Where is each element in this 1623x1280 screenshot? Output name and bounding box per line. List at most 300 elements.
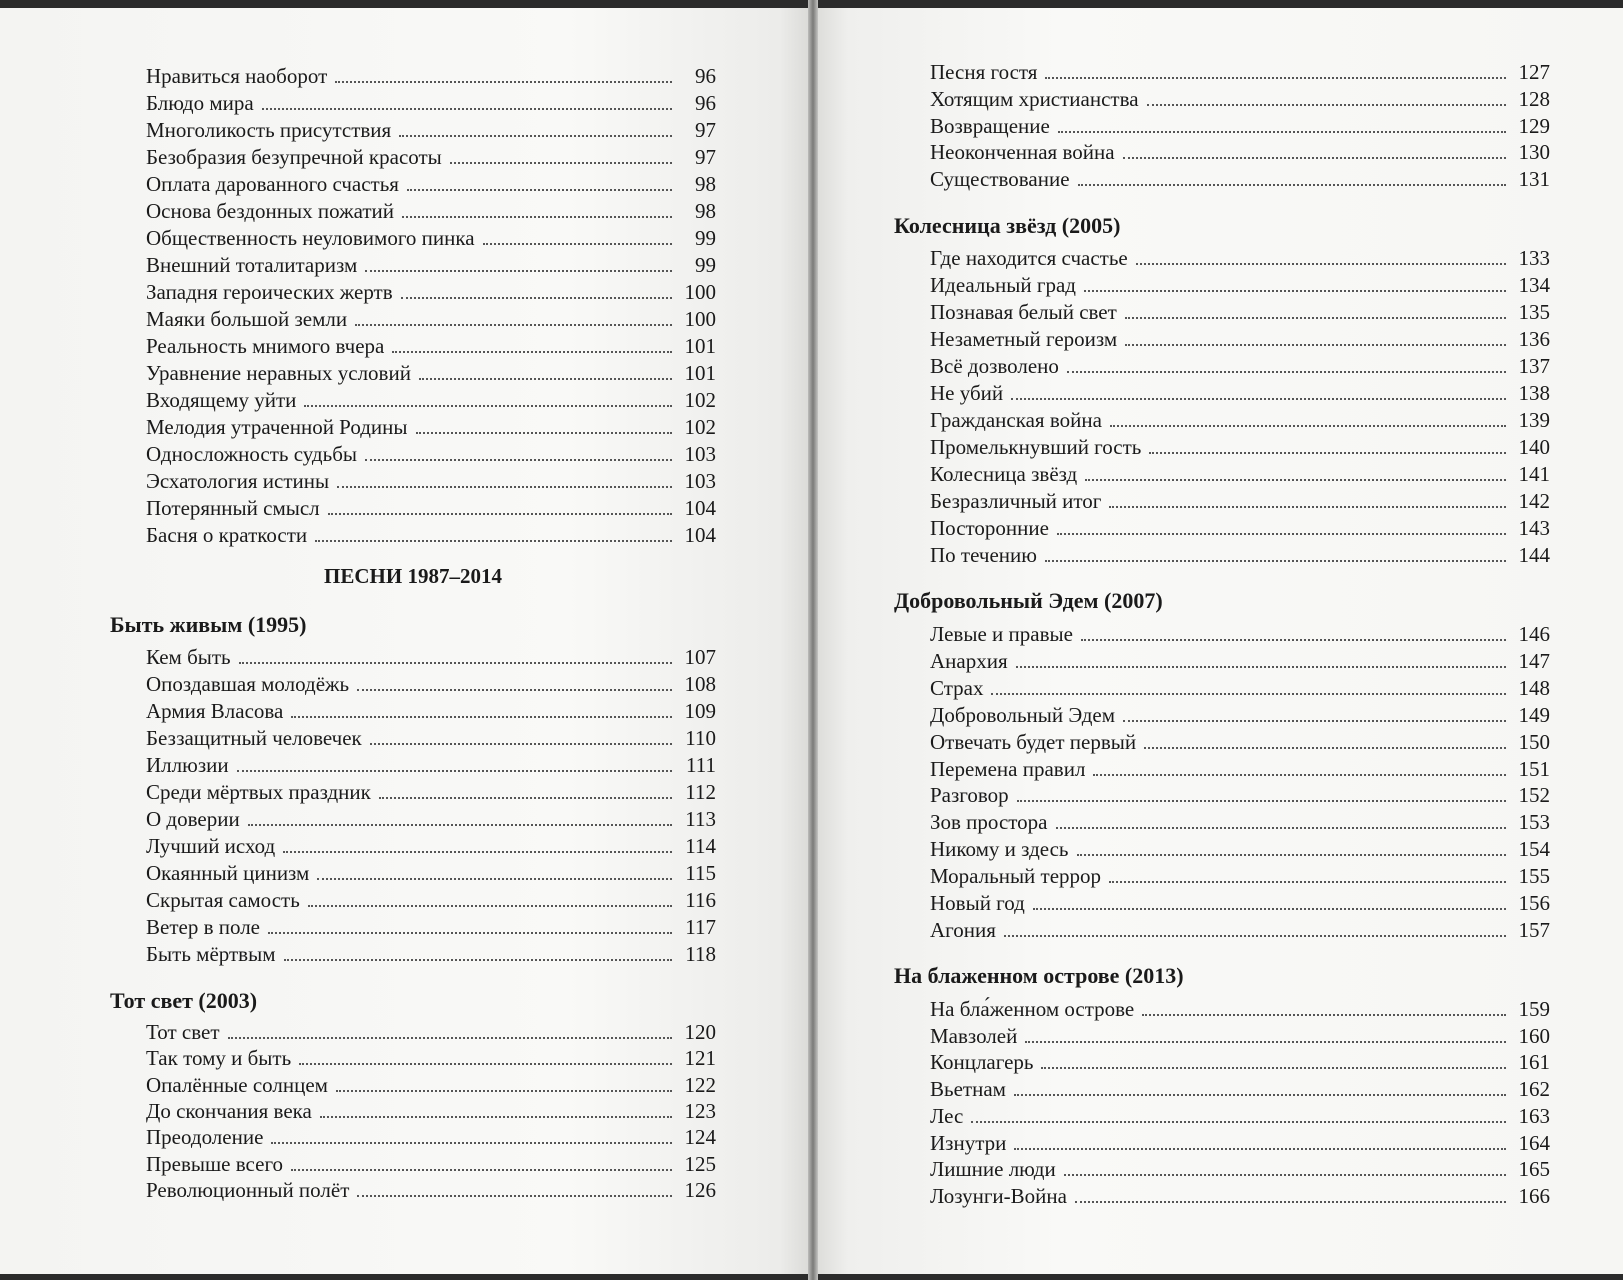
dot-leader (284, 958, 673, 961)
toc-entry-title: Блюдо мира (146, 91, 254, 115)
dot-leader (1125, 316, 1506, 319)
toc-entry-page-number: 153 (1518, 810, 1550, 835)
toc-entry (146, 886, 716, 914)
toc-entry-title: Армия Власова (146, 699, 284, 723)
dot-leader (1125, 343, 1506, 346)
dot-leader (248, 823, 672, 826)
dot-leader (1017, 799, 1506, 802)
toc-entry (930, 781, 1550, 809)
section-heading: Колесница звёзд (2005) (894, 213, 1121, 238)
toc-entry-page-number: 114 (685, 834, 716, 858)
toc-entry-page-number: 102 (684, 388, 716, 412)
toc-entry-page-number: 101 (684, 334, 716, 358)
toc-entry-page-number: 102 (684, 415, 716, 439)
dot-leader (291, 715, 672, 718)
toc-entry-page-number: 157 (1518, 917, 1550, 942)
toc-entry-title: Входящему уйти (146, 388, 297, 412)
toc-entry-title: Лучший исход (146, 834, 276, 858)
toc-entry (930, 85, 1550, 113)
toc-entry-page-number: 148 (1518, 675, 1550, 700)
toc-entry-title: Незаметный героизм (930, 327, 1118, 351)
toc-entry-page-number: 122 (684, 1072, 716, 1097)
dot-leader (237, 769, 672, 772)
dot-leader (239, 661, 672, 664)
toc-entry-page-number: 107 (684, 645, 716, 669)
toc-entry-title: Беззащитный человечек (146, 726, 362, 750)
toc-entry (146, 413, 716, 441)
dot-leader (1041, 1066, 1506, 1069)
dot-leader (1064, 1173, 1506, 1176)
section-heading: На блаженном острове (2013) (894, 963, 1184, 988)
toc-entry-title: Оплата дарованного счастья (146, 172, 399, 196)
dot-leader (416, 431, 672, 434)
dot-leader (419, 377, 672, 380)
toc-entry (146, 643, 716, 671)
toc-entry-page-number: 101 (684, 361, 716, 385)
dot-leader (1093, 773, 1506, 776)
toc-entry-page-number: 98 (695, 172, 716, 196)
toc-entry-title: Добровольный Эдем (930, 702, 1116, 727)
toc-entry-page-number: 104 (684, 523, 716, 547)
toc-entry (146, 1176, 716, 1204)
dot-leader (299, 1062, 672, 1065)
dot-leader (1081, 638, 1506, 641)
toc-entry-page-number: 97 (695, 118, 716, 142)
toc-entry-page-number: 104 (684, 496, 716, 520)
toc-entry (930, 620, 1550, 648)
toc-entry-title: Хотящим христианства (930, 86, 1139, 111)
left-page (0, 8, 812, 1274)
toc-entry-page-number: 156 (1518, 891, 1550, 915)
dot-leader (401, 296, 672, 299)
dot-leader (1123, 719, 1506, 722)
dot-leader (1136, 262, 1506, 265)
toc-entry-page-number: 108 (684, 672, 716, 696)
toc-entry-page-number: 100 (684, 280, 716, 304)
dot-leader (1014, 1147, 1506, 1150)
toc-entry (930, 112, 1550, 140)
toc-entry-title: Всё дозволено (930, 354, 1059, 378)
dot-leader (1078, 183, 1506, 186)
toc-entry (146, 251, 716, 279)
toc-entry-title: Односложность судьбы (146, 442, 357, 466)
toc-entry (930, 514, 1550, 542)
right-page (816, 8, 1623, 1274)
toc-entry-title: Безразличный итог (930, 489, 1102, 513)
toc-entry-page-number: 121 (684, 1046, 716, 1071)
dot-leader (1058, 130, 1506, 133)
toc-entry-page-number: 152 (1518, 783, 1550, 808)
toc-entry-title: Внешний тоталитаризм (146, 253, 358, 277)
section-heading: Добровольный Эдем (2007) (894, 588, 1163, 613)
dot-leader (283, 850, 672, 853)
toc-entry (146, 116, 716, 144)
dot-leader (1057, 532, 1506, 535)
toc-entry-title: До скончания века (146, 1098, 312, 1123)
toc-entry-page-number: 120 (684, 1020, 716, 1044)
toc-entry-title: Лишние люди (930, 1157, 1056, 1182)
toc-entry-title: Революционный полёт (146, 1177, 350, 1202)
toc-entry-title: Моральный террор (930, 864, 1102, 889)
toc-entry-page-number: 147 (1518, 648, 1550, 673)
dot-leader (1016, 665, 1506, 668)
toc-entry-title: Концлагерь (930, 1050, 1034, 1075)
toc-entry-title: Западня героических жертв (146, 280, 393, 304)
toc-entry-title: Реальность мнимого вчера (146, 334, 385, 358)
toc-entry (930, 1022, 1550, 1050)
toc-entry (146, 1071, 716, 1099)
toc-entry-page-number: 154 (1518, 837, 1550, 862)
toc-entry (146, 913, 716, 941)
toc-entry (930, 1102, 1550, 1130)
toc-entry-title: Идеальный град (930, 273, 1076, 297)
toc-entry-title: Окаянный цинизм (146, 861, 310, 885)
dot-leader (399, 134, 672, 137)
toc-entry-page-number: 113 (685, 807, 716, 831)
toc-entry-title: Тот свет (146, 1020, 220, 1044)
toc-entry-page-number: 118 (685, 942, 716, 966)
toc-entry-title: Песня гостя (930, 60, 1038, 84)
toc-entry (146, 697, 716, 725)
toc-entry-title: Лес (930, 1103, 964, 1128)
toc-entry-title: Познавая белый свет (930, 300, 1117, 324)
toc-entry (146, 940, 716, 968)
toc-entry-page-number: 149 (1518, 702, 1550, 727)
toc-entry-title: Преодоление (146, 1125, 264, 1150)
dot-leader (971, 1120, 1506, 1123)
toc-entry (146, 467, 716, 495)
toc-entry (930, 298, 1550, 326)
toc-entry-title: Никому и здесь (930, 837, 1069, 862)
toc-entry (146, 521, 716, 549)
dot-leader (317, 877, 672, 880)
dot-leader (392, 350, 672, 353)
toc-entry-page-number: 128 (1518, 86, 1550, 111)
dot-leader (308, 904, 672, 907)
toc-entry-title: Нравиться наоборот (146, 64, 328, 88)
toc-entry-page-number: 166 (1518, 1183, 1550, 1208)
toc-entry-page-number: 164 (1518, 1130, 1550, 1155)
toc-entry-title: Уравнение неравных условий (146, 361, 411, 385)
toc-entry-page-number: 98 (695, 199, 716, 223)
toc-entry (930, 808, 1550, 836)
toc-entry-title: Превыше всего (146, 1151, 284, 1176)
toc-entry (930, 1129, 1550, 1157)
dot-leader (1084, 289, 1506, 292)
dot-leader (1045, 559, 1506, 562)
dot-leader (268, 931, 672, 934)
section-heading: Тот свет (2003) (110, 988, 258, 1013)
toc-entry-title: Где находится счастье (930, 246, 1128, 270)
toc-entry (930, 1155, 1550, 1183)
toc-entry-page-number: 116 (685, 888, 716, 912)
dot-leader (1142, 1013, 1506, 1016)
toc-entry (146, 1044, 716, 1072)
toc-entry-title: Среди мёртвых праздник (146, 780, 371, 804)
dot-leader (336, 1089, 672, 1092)
toc-entry-title: Существование (930, 167, 1070, 192)
toc-entry-title: По течению (930, 543, 1037, 567)
toc-entry (146, 1097, 716, 1125)
toc-entry-page-number: 141 (1518, 462, 1550, 486)
section-heading: Быть живым (1995) (110, 612, 307, 637)
toc-entry-page-number: 133 (1518, 246, 1550, 270)
toc-entry (930, 701, 1550, 729)
dot-leader (1067, 370, 1506, 373)
toc-entry-page-number: 139 (1518, 408, 1550, 432)
toc-entry-page-number: 161 (1518, 1050, 1550, 1075)
toc-entry-page-number: 140 (1518, 435, 1550, 459)
toc-entry (930, 244, 1550, 272)
toc-entry (146, 62, 716, 90)
toc-entry-page-number: 136 (1518, 327, 1550, 351)
toc-entry-page-number: 137 (1518, 354, 1550, 378)
dot-leader (1123, 156, 1506, 159)
toc-entry-title: Анархия (930, 648, 1008, 673)
dot-leader (337, 485, 672, 488)
toc-entry (930, 325, 1550, 353)
part-heading: ПЕСНИ 1987–2014 (324, 564, 502, 588)
dot-leader (407, 188, 672, 191)
toc-entry-page-number: 151 (1518, 756, 1550, 781)
toc-entry-title: Страх (930, 675, 984, 700)
toc-entry (146, 1018, 716, 1046)
toc-entry-page-number: 111 (686, 753, 716, 777)
toc-entry-title: Лозунги-Война (930, 1183, 1067, 1208)
dot-leader (1077, 853, 1506, 856)
dot-leader (1014, 1093, 1506, 1096)
dot-leader (365, 458, 672, 461)
dot-leader (1147, 103, 1506, 106)
toc-entry-page-number: 126 (684, 1177, 716, 1202)
toc-entry-title: Многоликость присутствия (146, 118, 392, 142)
toc-entry-title: На бла́женном острове (930, 997, 1135, 1021)
toc-entry-title: Перемена правил (930, 756, 1086, 781)
toc-entry-page-number: 117 (685, 915, 716, 939)
toc-entry-page-number: 131 (1518, 167, 1550, 192)
toc-entry-title: Кем быть (146, 645, 231, 669)
toc-entry (146, 386, 716, 414)
toc-entry (930, 995, 1550, 1023)
toc-entry-title: Ветер в поле (146, 915, 261, 939)
toc-entry (146, 305, 716, 333)
toc-entry (146, 751, 716, 779)
toc-entry-page-number: 134 (1518, 273, 1550, 297)
dot-leader (271, 1141, 672, 1144)
toc-entry-title: Промелькнувший гость (930, 435, 1142, 459)
dot-leader (1085, 478, 1506, 481)
dot-leader (1025, 1040, 1506, 1043)
toc-entry-title: Не убий (930, 381, 1004, 405)
toc-entry-page-number: 99 (695, 253, 716, 277)
toc-entry-title: Опоздавшая молодёжь (146, 672, 350, 696)
toc-entry-title: Басня о краткости (146, 523, 308, 547)
toc-entry (930, 487, 1550, 515)
toc-entry (930, 271, 1550, 299)
dot-leader (1075, 1200, 1506, 1203)
dot-leader (450, 161, 672, 164)
dot-leader (483, 242, 672, 245)
toc-entry (930, 138, 1550, 166)
toc-entry-title: Агония (930, 917, 996, 942)
dot-leader (1110, 424, 1506, 427)
dot-leader (357, 688, 672, 691)
dot-leader (1056, 826, 1507, 829)
toc-entry-title: Возвращение (930, 113, 1050, 138)
toc-entry (146, 359, 716, 387)
book-gutter (808, 0, 818, 1280)
toc-entry-page-number: 160 (1518, 1023, 1550, 1048)
toc-entry-title: Безобразия безупречной красоты (146, 145, 442, 169)
toc-entry-page-number: 143 (1518, 516, 1550, 540)
toc-entry-page-number: 99 (695, 226, 716, 250)
toc-entry (146, 778, 716, 806)
toc-entry-page-number: 100 (684, 307, 716, 331)
toc-entry-page-number: 123 (684, 1098, 716, 1123)
toc-entry-title: Посторонние (930, 516, 1049, 540)
dot-leader (355, 323, 672, 326)
toc-entry (146, 224, 716, 252)
toc-entry-title: Потерянный смысл (146, 496, 320, 520)
toc-entry-title: Гражданская война (930, 408, 1102, 432)
toc-entry-title: Вьетнам (930, 1077, 1006, 1102)
toc-entry (146, 1123, 716, 1151)
toc-entry (146, 89, 716, 117)
toc-entry-page-number: 115 (685, 861, 716, 885)
toc-entry (146, 440, 716, 468)
toc-entry (930, 647, 1550, 675)
toc-entry (930, 406, 1550, 434)
toc-entry (146, 805, 716, 833)
toc-entry-page-number: 159 (1518, 997, 1550, 1021)
toc-entry-title: Так тому и быть (146, 1046, 292, 1071)
dot-leader (328, 512, 672, 515)
dot-leader (365, 269, 672, 272)
toc-entry (930, 460, 1550, 488)
toc-entry-title: О доверии (146, 807, 240, 831)
toc-entry (930, 1182, 1550, 1210)
toc-entry (930, 433, 1550, 461)
toc-entry-title: Быть мёртвым (146, 942, 276, 966)
toc-entry (930, 352, 1550, 380)
toc-entry (930, 165, 1550, 193)
toc-entry-title: Неоконченная война (930, 140, 1115, 165)
toc-entry-title: Иллюзии (146, 753, 229, 777)
toc-entry (930, 755, 1550, 783)
toc-entry-page-number: 150 (1518, 729, 1550, 754)
toc-entry-title: Мелодия утраченной Родины (146, 415, 408, 439)
toc-entry-page-number: 165 (1518, 1157, 1550, 1182)
toc-entry-title: Общественность неуловимого пинка (146, 226, 475, 250)
toc-entry-title: Мавзолей (930, 1023, 1018, 1048)
toc-entry-page-number: 142 (1518, 489, 1550, 513)
dot-leader (228, 1036, 672, 1039)
toc-entry-page-number: 103 (684, 442, 716, 466)
toc-entry-title: Маяки большой земли (146, 307, 348, 331)
toc-entry-page-number: 112 (685, 780, 716, 804)
dot-leader (1149, 451, 1506, 454)
dot-leader (991, 692, 1506, 695)
toc-entry-page-number: 129 (1518, 113, 1550, 138)
dot-leader (304, 404, 672, 407)
toc-entry (146, 170, 716, 198)
toc-entry-title: Эсхатология истины (146, 469, 330, 493)
dot-leader (357, 1194, 672, 1197)
toc-entry-title: Колесница звёзд (930, 462, 1078, 486)
toc-entry (930, 541, 1550, 569)
toc-entry-page-number: 97 (695, 145, 716, 169)
toc-entry-page-number: 109 (684, 699, 716, 723)
toc-entry (146, 332, 716, 360)
toc-entry (930, 728, 1550, 756)
toc-entry-page-number: 110 (685, 726, 716, 750)
toc-entry (146, 494, 716, 522)
toc-entry (146, 670, 716, 698)
dot-leader (291, 1168, 672, 1171)
toc-entry-page-number: 96 (695, 64, 716, 88)
toc-entry-page-number: 162 (1518, 1077, 1550, 1102)
toc-entry (146, 859, 716, 887)
dot-leader (1109, 505, 1506, 508)
toc-entry (930, 1048, 1550, 1076)
toc-entry-page-number: 144 (1518, 543, 1550, 567)
toc-entry (930, 1075, 1550, 1103)
toc-entry-page-number: 146 (1518, 622, 1550, 646)
toc-entry (930, 674, 1550, 702)
toc-entry-title: Скрытая самость (146, 888, 300, 912)
dot-leader (1004, 934, 1506, 937)
toc-entry-page-number: 130 (1518, 140, 1550, 165)
toc-entry-title: Опалённые солнцем (146, 1072, 328, 1097)
toc-entry (146, 197, 716, 225)
toc-entry-page-number: 155 (1518, 864, 1550, 889)
dot-leader (262, 107, 672, 110)
dot-leader (1011, 397, 1506, 400)
toc-entry-title: Отвечать будет первый (930, 729, 1137, 754)
dot-leader (1045, 76, 1506, 79)
toc-entry-page-number: 135 (1518, 300, 1550, 324)
toc-entry-title: Основа бездонных пожатий (146, 199, 395, 223)
dot-leader (402, 215, 672, 218)
dot-leader (370, 742, 672, 745)
toc-entry (930, 889, 1550, 917)
toc-entry-title: Левые и правые (930, 622, 1073, 646)
toc-entry (930, 58, 1550, 86)
toc-entry-title: Изнутри (930, 1130, 1007, 1155)
toc-entry-page-number: 125 (684, 1151, 716, 1176)
toc-entry-page-number: 103 (684, 469, 716, 493)
dot-leader (1144, 746, 1506, 749)
toc-entry (930, 862, 1550, 890)
toc-entry-title: Разговор (930, 783, 1009, 808)
dot-leader (1109, 880, 1506, 883)
toc-entry (146, 278, 716, 306)
toc-entry (146, 1150, 716, 1178)
toc-entry (146, 832, 716, 860)
toc-entry-title: Зов простора (930, 810, 1048, 835)
dot-leader (320, 1115, 672, 1118)
toc-entry (930, 835, 1550, 863)
toc-entry (146, 143, 716, 171)
dot-leader (1033, 907, 1506, 910)
toc-entry (146, 724, 716, 752)
dot-leader (315, 539, 672, 542)
toc-entry-page-number: 163 (1518, 1103, 1550, 1128)
toc-entry-page-number: 124 (684, 1125, 716, 1150)
toc-entry-page-number: 138 (1518, 381, 1550, 405)
toc-entry-title: Новый год (930, 891, 1025, 915)
toc-entry-page-number: 127 (1518, 60, 1550, 84)
